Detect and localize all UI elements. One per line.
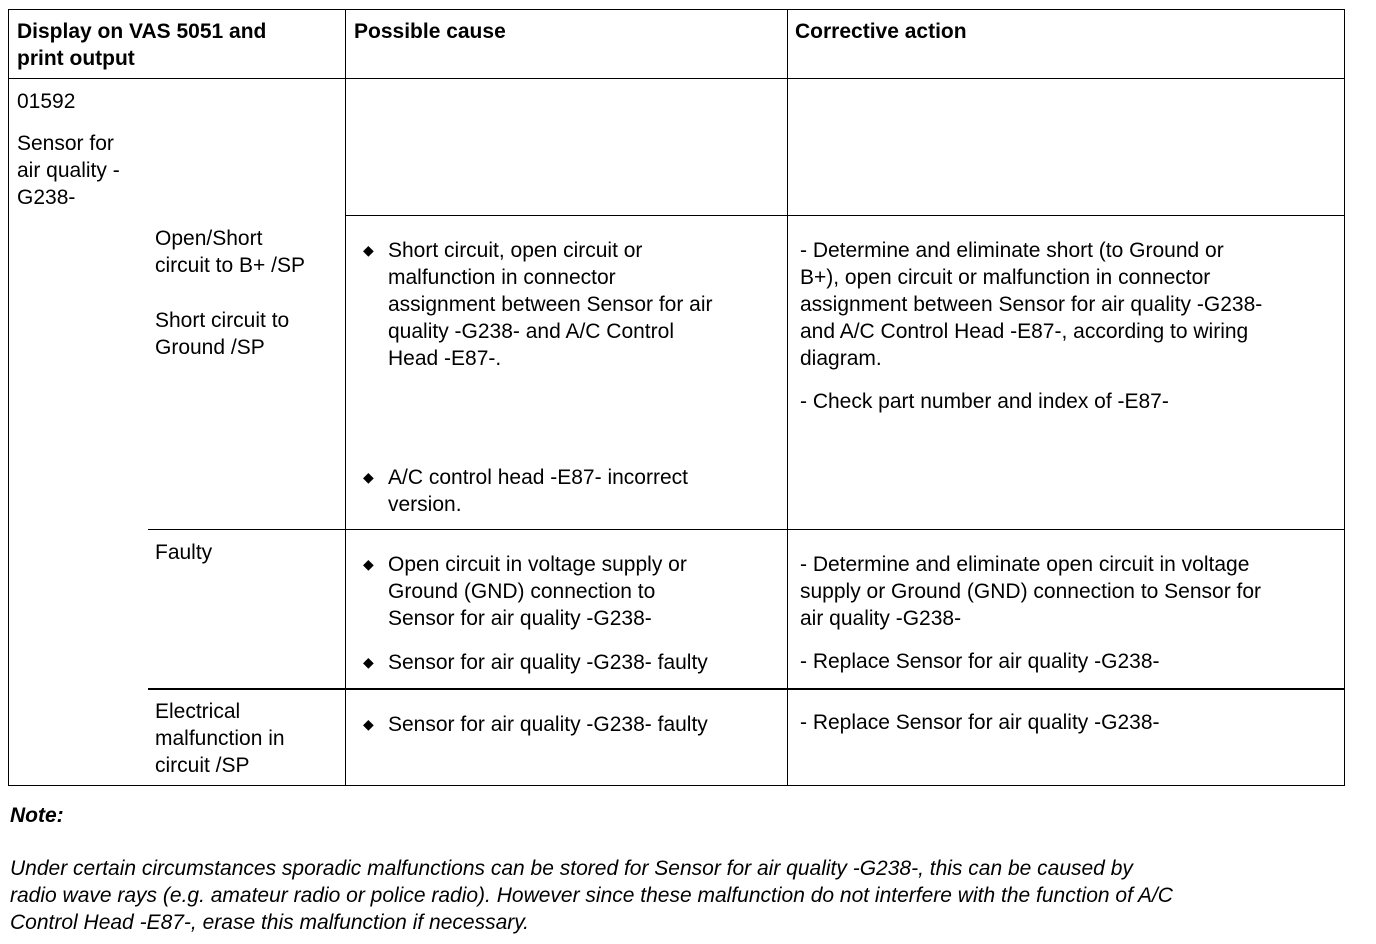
header-display-line: Display on VAS 5051 and (17, 20, 267, 43)
action-line: and A/C Control Head -E87-, according to wiring (800, 320, 1249, 343)
condition-line: Ground /SP (155, 336, 265, 359)
cause-item (388, 464, 688, 518)
table-top-border (8, 9, 1345, 10)
action-line: - Check part number and index of -E87- (800, 390, 1169, 413)
cause-item (388, 711, 708, 738)
action-item (800, 709, 1160, 736)
row-divider-open-short (345, 215, 1345, 216)
header-bottom-border (8, 78, 1345, 79)
condition-line: Open/Short (155, 227, 263, 250)
condition-line: Electrical (155, 700, 241, 723)
action-line: - Determine and eliminate short (to Ground or (800, 239, 1224, 262)
component-line: Sensor for (17, 132, 114, 155)
condition-short-to-ground (155, 307, 289, 361)
header-cause-column: Possible cause (354, 20, 506, 43)
row-divider-faulty (148, 529, 1345, 530)
action-item (800, 648, 1160, 675)
header-action-column: Corrective action (795, 20, 967, 43)
condition-line: circuit to B+ /SP (155, 254, 305, 277)
cause-line: A/C control head -E87- incorrect (388, 466, 688, 489)
condition-line: Short circuit to (155, 309, 290, 332)
cause-line: malfunction in connector (388, 266, 616, 289)
bullet-icon: ◆ (363, 716, 374, 732)
cause-line: quality -G238- and A/C Control (388, 320, 674, 343)
cause-line: Short circuit, open circuit or (388, 239, 643, 262)
component-line: G238- (17, 186, 76, 209)
column-divider-action (787, 9, 788, 786)
table-bottom-border (8, 785, 1345, 786)
component-line: air quality - (17, 159, 120, 182)
note-line: Control Head -E87-, erase this malfunction if necessary. (10, 911, 530, 934)
action-line: - Determine and eliminate open circuit in voltage (800, 553, 1250, 576)
cause-line: Ground (GND) connection to (388, 580, 656, 603)
cause-line: Head -E87-. (388, 347, 502, 370)
note-line: radio wave rays (e.g. amateur radio or police radio). However since these malfunction do not interfere with the function of A/C (10, 884, 1173, 907)
condition-line: circuit /SP (155, 754, 250, 777)
bullet-icon: ◆ (363, 242, 374, 258)
condition-open-short (155, 225, 305, 279)
cause-item (388, 551, 687, 632)
note-body (10, 855, 1370, 936)
condition-line: malfunction in (155, 727, 285, 750)
cause-line: version. (388, 493, 462, 516)
action-item (800, 388, 1169, 415)
fault-code: 01592 (17, 90, 76, 113)
action-line: B+), open circuit or malfunction in connector (800, 266, 1211, 289)
action-line: - Replace Sensor for air quality -G238- (800, 650, 1160, 673)
condition-electrical (155, 698, 285, 779)
note-title: Note: (10, 804, 64, 827)
action-line: - Replace Sensor for air quality -G238- (800, 711, 1160, 734)
action-item (800, 237, 1262, 372)
cause-line: Sensor for air quality -G238- faulty (388, 651, 708, 674)
condition-faulty (155, 539, 212, 566)
bullet-icon: ◆ (363, 654, 374, 670)
bullet-icon: ◆ (363, 556, 374, 572)
note-line: Under certain circumstances sporadic malfunctions can be stored for Sensor for air quality -G238-, this can be caused by (10, 857, 1133, 880)
condition-line: Faulty (155, 541, 213, 564)
action-line: diagram. (800, 347, 882, 370)
table-left-border (8, 9, 9, 786)
cause-line: assignment between Sensor for air (388, 293, 713, 316)
component-name (17, 130, 120, 211)
cause-item (388, 237, 713, 372)
column-divider-cause (345, 9, 346, 786)
action-line: assignment between Sensor for air quality -G238- (800, 293, 1263, 316)
header-display-line: print output (17, 47, 135, 70)
cause-item (388, 649, 708, 676)
action-line: air quality -G238- (800, 607, 962, 630)
table-right-border (1344, 9, 1345, 786)
row-divider-electrical (148, 688, 1345, 690)
cause-line: Sensor for air quality -G238- (388, 607, 652, 630)
cause-line: Sensor for air quality -G238- faulty (388, 713, 708, 736)
action-item (800, 551, 1261, 632)
header-display-column (17, 18, 337, 72)
bullet-icon: ◆ (363, 469, 374, 485)
cause-line: Open circuit in voltage supply or (388, 553, 687, 576)
action-line: supply or Ground (GND) connection to Sensor for (800, 580, 1262, 603)
